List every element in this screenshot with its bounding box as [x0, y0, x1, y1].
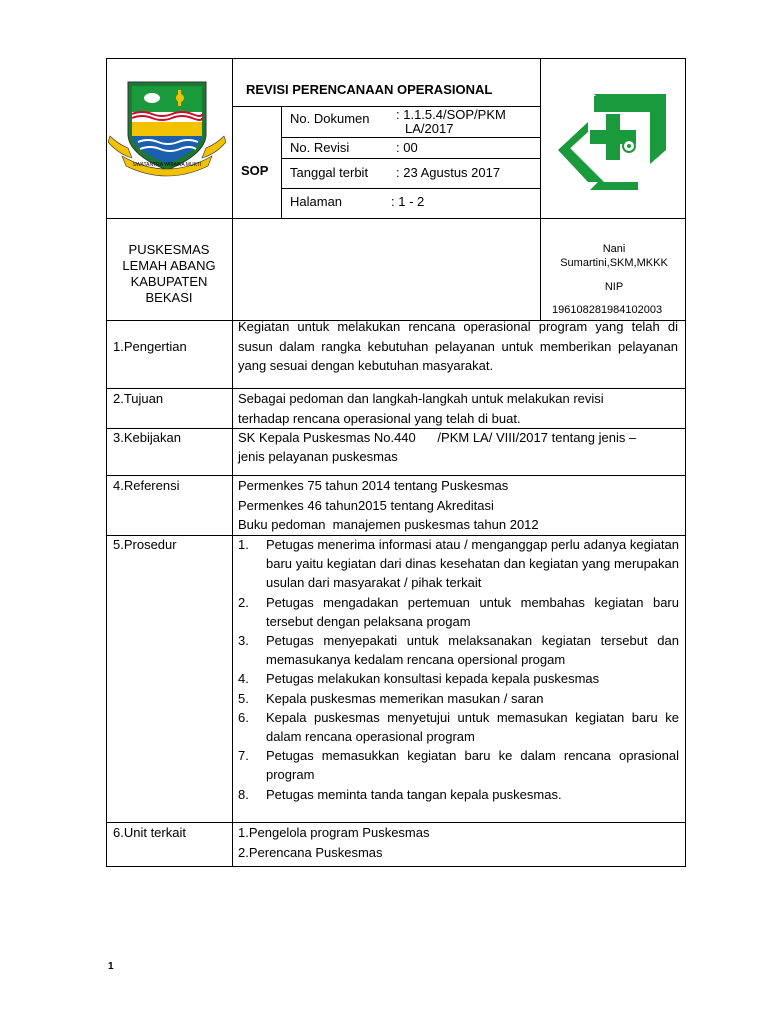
prosedur-label: 5.Prosedur — [113, 537, 177, 552]
institution-name — [108, 242, 230, 306]
step-number: 3. — [238, 633, 249, 649]
step-number: 6. — [238, 709, 249, 725]
step-number: 1. — [238, 537, 249, 552]
pengertian-label: 1.Pengertian — [113, 339, 187, 354]
institution-line2: LEMAH ABANG — [122, 258, 216, 273]
step-number: 7. — [238, 748, 249, 764]
unit-terkait-item: 2.Perencana Puskesmas — [238, 845, 383, 860]
kebijakan-line1: SK Kepala Puskesmas No.440 /PKM LA/ VIII/2017 tentang jenis – — [238, 430, 637, 445]
unit-terkait-item: 1.Pengelola program Puskesmas — [238, 825, 430, 840]
doc-number-label: No. Dokumen — [290, 111, 370, 126]
step-text: Petugas meminta tanda tangan kepala puskesmas. — [266, 786, 562, 802]
referensi-item: Permenkes 46 tahun2015 tentang Akreditasi — [238, 498, 494, 513]
kebijakan-label: 3.Kebijakan — [113, 430, 181, 445]
puskesmas-logo — [554, 90, 672, 200]
prosedur-steps — [238, 535, 679, 804]
doc-number-value-line1: : 1.1.5.4/SOP/PKM — [396, 107, 506, 122]
signatory-name-line2: Sumartini,SKM,MKKK — [560, 257, 668, 269]
prosedur-step — [238, 708, 679, 746]
nip-label: NIP — [604, 281, 624, 293]
step-number: 4. — [238, 671, 249, 687]
step-number: 2. — [238, 594, 249, 610]
kebijakan-line2: jenis pelayanan puskesmas — [238, 449, 398, 464]
prosedur-step — [238, 785, 679, 804]
prosedur-step — [238, 669, 679, 688]
referensi-label: 4.Referensi — [113, 478, 180, 493]
institution-line3: KABUPATEN — [130, 274, 208, 289]
document-title: REVISI PERENCANAAN OPERASIONAL — [246, 82, 493, 97]
step-text: Petugas melakukan konsultasi kepada kepala puskesmas — [266, 671, 600, 687]
step-text: Petugas mengadakan pertemuan untuk membahas kegiatan baru tersebut dengan pelaksana progam — [266, 594, 679, 629]
pengertian-text: Kegiatan untuk melakukan rencana operasional program yang telah di susun dalam rangka kebutuhan pelayanan untuk memberikan pelayanan yang sesuai dengan kebutuhan masyarakat. — [238, 319, 678, 373]
tujuan-label: 2.Tujuan — [113, 391, 164, 406]
step-number: 8. — [238, 786, 249, 802]
revision-value: : 00 — [396, 140, 418, 155]
prosedur-step — [238, 631, 679, 669]
step-text: Petugas menyepakati untuk melaksanakan kegiatan tersebut dan memasukanya kedalam rencana opersional progam — [266, 633, 679, 668]
institution-line1: PUSKESMAS — [128, 242, 210, 257]
page-label: Halaman — [290, 194, 343, 209]
regency-crest-logo — [108, 78, 226, 178]
prosedur-step — [238, 593, 679, 631]
issued-date-label: Tanggal terbit — [290, 165, 369, 180]
step-text: Petugas menerima informasi atau / menganggap perlu adanya kegiatan baru yaitu kegiatan dari dinas kesehatan dan kegiatan yang merupakan usulan dari masyarakat / pihak terkait — [266, 537, 679, 591]
page-value: : 1 - 2 — [391, 194, 425, 209]
prosedur-step — [238, 746, 679, 784]
green-cross-icon — [554, 90, 672, 200]
sop-label: SOP — [241, 163, 269, 178]
institution-line4: BEKASI — [145, 290, 193, 305]
issued-date-value: : 23 Agustus 2017 — [396, 165, 501, 180]
unit-terkait-label: 6.Unit terkait — [113, 825, 186, 840]
signatory-name-line1: Nani — [602, 243, 626, 255]
step-text: Kepala puskesmas menyetujui untuk memasukan kegiatan baru ke dalam rencana operasional program — [266, 709, 679, 745]
revision-label: No. Revisi — [290, 140, 350, 155]
step-text: Kepala puskesmas memerikan masukan / saran — [266, 690, 544, 706]
referensi-item: Permenkes 75 tahun 2014 tentang Puskesmas — [238, 478, 509, 493]
page-number: 1 — [108, 961, 114, 972]
step-text: Petugas memasukkan kegiatan baru ke dalam rencana oprasional program — [266, 748, 679, 783]
nip-value: 196108281984102003 — [552, 304, 663, 316]
step-number: 5. — [238, 690, 249, 706]
tujuan-text: Sebagai pedoman dan langkah-langkah untuk melakukan revisi terhadap rencana operasional yang telah di buat. — [238, 391, 604, 426]
referensi-item: Buku pedoman manajemen puskesmas tahun 2012 — [238, 517, 539, 532]
prosedur-step — [238, 689, 679, 708]
prosedur-step — [238, 535, 679, 593]
crest-motto: SWATANTRA WIBAWA MUKTI — [132, 162, 202, 168]
doc-number-value-line2: LA/2017 — [405, 121, 454, 136]
